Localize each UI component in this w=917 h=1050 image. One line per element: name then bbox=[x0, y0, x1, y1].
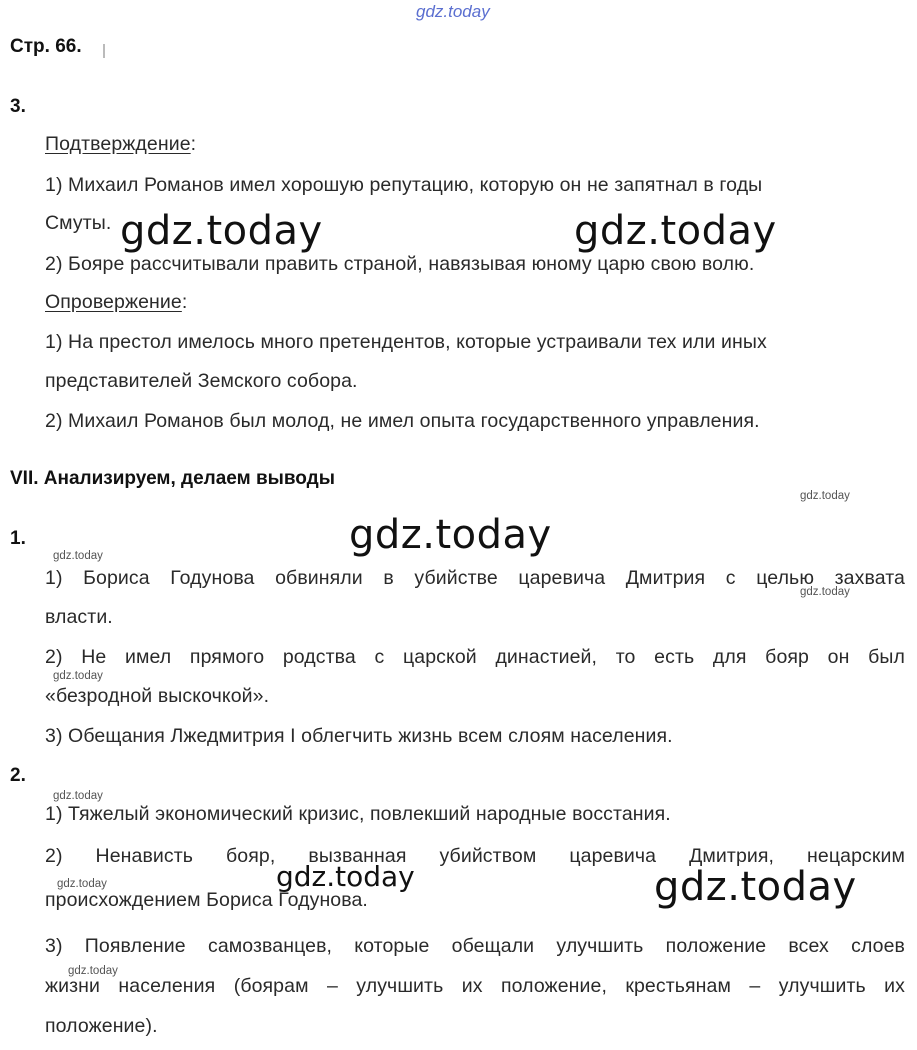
confirm-label: Подтверждение bbox=[45, 133, 191, 155]
watermark-large-1: gdz.today bbox=[120, 208, 323, 254]
q2-line-3: 3) Появление самозванцев, которые обещали улучшить положение всех слоев bbox=[45, 935, 905, 957]
watermark-small-2: gdz.today bbox=[53, 550, 103, 562]
watermark-small-4: gdz.today bbox=[53, 670, 103, 682]
watermark-top: gdz.today bbox=[416, 2, 490, 21]
q2-number: 2. bbox=[10, 765, 26, 786]
confirm-colon: : bbox=[190, 133, 197, 155]
page-label: Стр. 66. bbox=[10, 36, 82, 57]
q1-line-1: 1) Бориса Годунова обвиняли в убийстве царевича Дмитрия с целью захвата bbox=[45, 567, 905, 589]
q1-line-1-cont: власти. bbox=[45, 606, 113, 628]
watermark-small-3: gdz.today bbox=[800, 586, 850, 598]
q2-line-1: 1) Тяжелый экономический кризис, повлекший народные восстания. bbox=[45, 803, 671, 825]
watermark-small-6: gdz.today bbox=[57, 878, 107, 890]
watermark-large-3: gdz.today bbox=[349, 512, 552, 558]
refute-item-2: 2) Михаил Романов был молод, не имел опыта государственного управления. bbox=[45, 410, 760, 432]
confirm-item-1: 1) Михаил Романов имел хорошую репутацию, которую он не запятнал в годы bbox=[45, 174, 763, 196]
confirm-item-1-cont: Смуты. bbox=[45, 212, 112, 234]
refute-heading bbox=[45, 291, 187, 314]
refute-item-1: 1) На престол имелось много претендентов, которые устраивали тех или иных bbox=[45, 331, 767, 353]
section-3-number: 3. bbox=[10, 96, 26, 117]
q1-line-3: 3) Обещания Лжедмитрия I облегчить жизнь всем слоям населения. bbox=[45, 725, 673, 747]
q2-line-3-end: положение). bbox=[45, 1015, 158, 1037]
q2-line-3-cont: жизни населения (боярам – улучшить их положение, крестьянам – улучшить их bbox=[45, 975, 905, 997]
watermark-small-5: gdz.today bbox=[53, 790, 103, 802]
watermark-large-4: gdz.today bbox=[654, 864, 857, 910]
q1-line-2-cont: «безродной выскочкой». bbox=[45, 685, 270, 707]
section-7-title: VII. Анализируем, делаем выводы bbox=[10, 468, 335, 489]
refute-item-1-cont: представителей Земского собора. bbox=[45, 370, 358, 392]
q2-line-2: 2) Ненависть бояр, вызванная убийством царевича Дмитрия, нецарским bbox=[45, 845, 905, 867]
q1-number: 1. bbox=[10, 528, 26, 549]
watermark-small-1: gdz.today bbox=[800, 490, 850, 502]
q1-line-2: 2) Не имел прямого родства с царской династией, то есть для бояр он был bbox=[45, 646, 905, 668]
confirm-item-2: 2) Бояре рассчитывали править страной, навязывая юному царю свою волю. bbox=[45, 253, 755, 275]
refute-label: Опровержение bbox=[45, 291, 182, 313]
watermark-large-2: gdz.today bbox=[574, 208, 777, 254]
watermark-medium: gdz.today bbox=[276, 860, 415, 893]
refute-colon: : bbox=[181, 291, 188, 313]
confirm-heading bbox=[45, 133, 196, 156]
watermark-small-7: gdz.today bbox=[68, 965, 118, 977]
cursor-mark bbox=[103, 44, 105, 58]
q2-line-2-cont: происхождением Бориса Годунова. bbox=[45, 889, 368, 911]
